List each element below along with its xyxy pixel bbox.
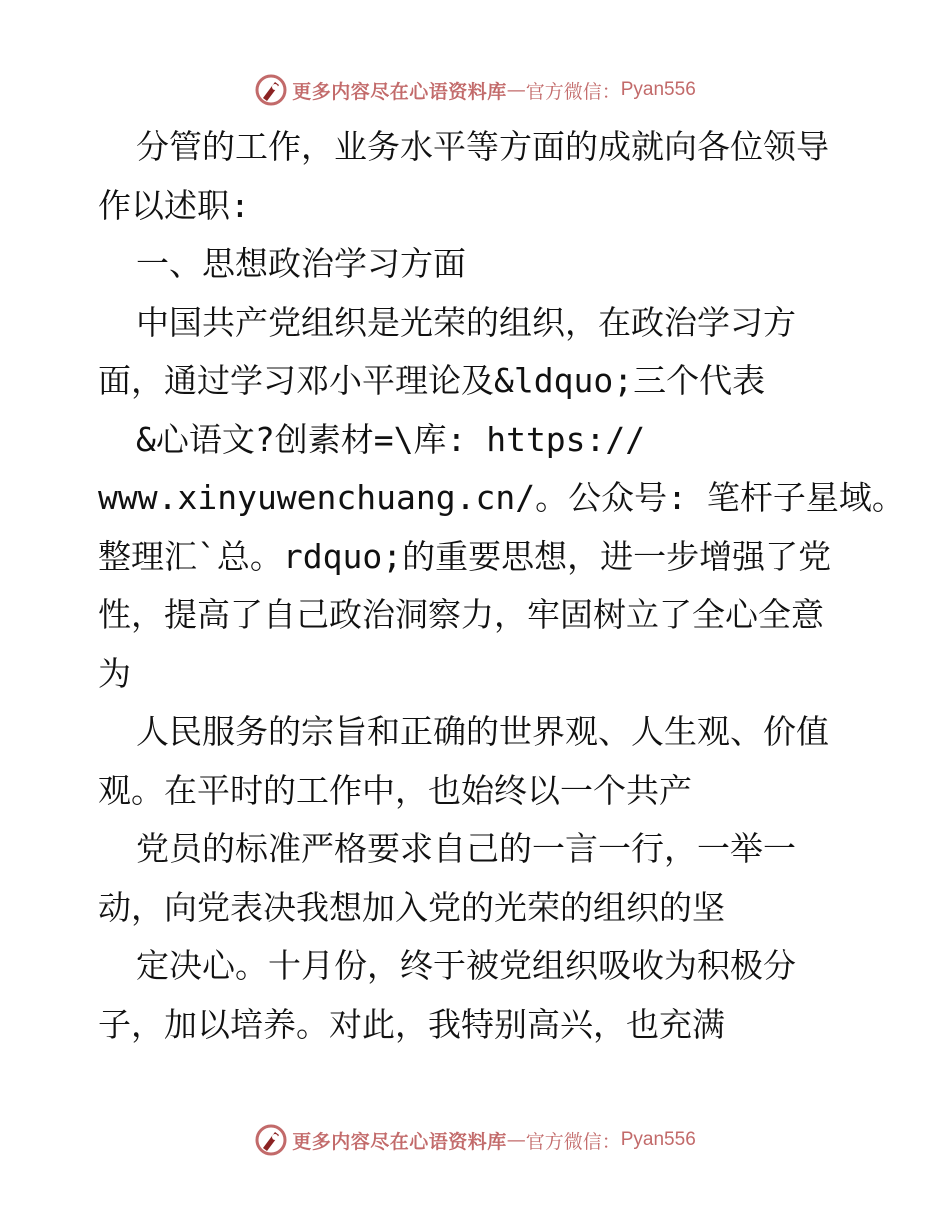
pen-logo-icon [254,73,288,107]
body-line: 整理汇`总。rdquo;的重要思想，进一步增强了党 [98,536,832,576]
footer-separator: — [506,1129,526,1151]
header-site-text: 更多内容尽在心语资料库 [292,80,507,103]
footer-wechat-label: 官方微信： [525,1130,621,1153]
document-body [98,118,905,1054]
footer-site-text: 更多内容尽在心语资料库 [292,1130,507,1153]
body-line: 人民服务的宗旨和正确的世界观、人生观、价值 [136,712,829,751]
body-line: www.xinyuwenchuang.cn/。公众号: 笔杆子星域。 [98,478,905,517]
body-line: 为 [98,653,131,693]
body-line: 面，通过学习邓小平理论及&ldquo;三个代表 [98,361,766,400]
body-line: 定决心。十月份，终于被党组织吸收为积极分 [136,946,796,985]
body-line: 党员的标准严格要求自己的一言一行，一举一 [136,829,796,868]
body-line: 中国共产党组织是光荣的组织，在政治学习方 [136,302,796,342]
body-line: 动，向党表决我想加入党的光荣的组织的坚 [98,887,725,927]
header-wechat-label: 官方微信： [525,80,621,103]
body-line: &心语文?创素材=\库: https:// [136,419,646,459]
pen-logo-icon [254,1123,288,1157]
footer-banner [0,1120,950,1160]
header-wechat-id: Pyan556 [620,79,696,100]
footer-wechat-id: Pyan556 [620,1129,696,1150]
body-line: 分管的工作，业务水平等方面的成就向各位领导 [136,127,829,166]
header-banner [0,70,950,110]
body-line: 性，提高了自己政治洞察力，牢固树立了全心全意 [98,595,824,634]
header-separator: — [506,79,526,101]
section-heading: 一、思想政治学习方面 [136,244,466,283]
body-line: 观。在平时的工作中，也始终以一个共产 [98,770,692,810]
body-line: 子，加以培养。对此，我特别高兴，也充满 [98,1004,725,1044]
body-line: 作以述职: [98,185,250,225]
